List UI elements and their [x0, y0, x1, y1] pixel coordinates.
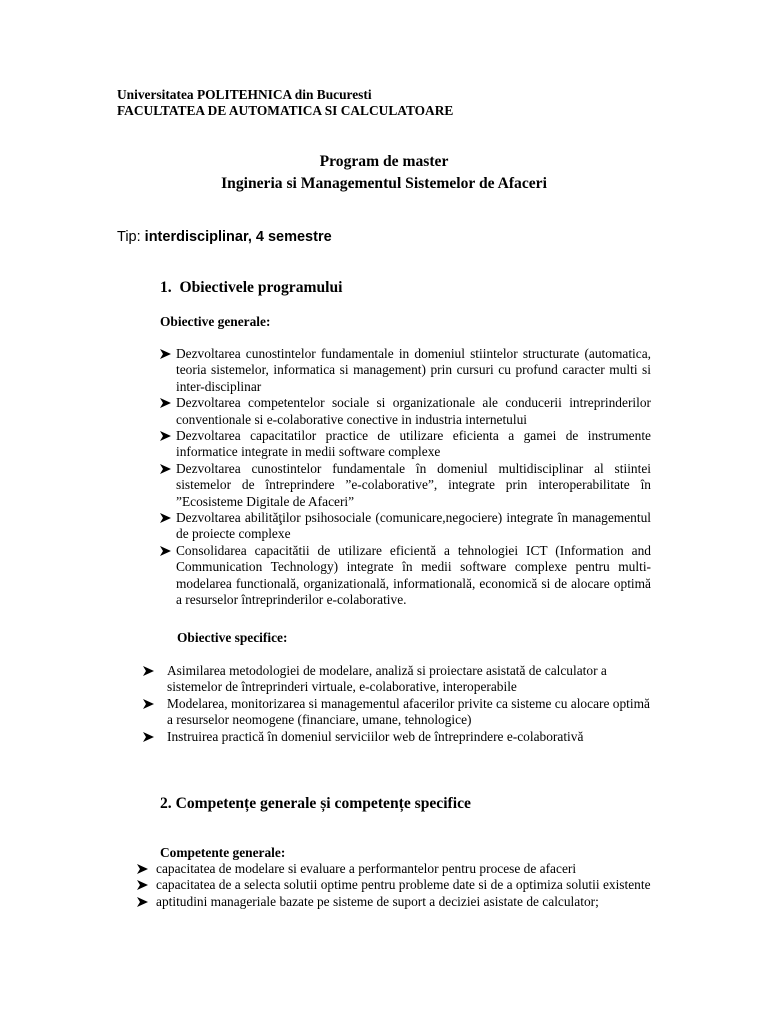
list-item: aptitudini manageriale bazate pe sisteme de suport a deciziei asistate de calculator;	[137, 894, 655, 910]
arrowhead-bullet-icon	[160, 543, 172, 559]
type-label: Tip:	[117, 229, 141, 245]
program-name: Ingineria si Managementul Sistemelor de Afaceri	[221, 175, 547, 192]
arrowhead-bullet-icon	[160, 461, 172, 477]
general-competences-list	[137, 861, 655, 910]
arrowhead-bullet-icon	[160, 428, 172, 444]
arrowhead-bullet-icon	[137, 894, 149, 910]
arrowhead-bullet-icon	[137, 877, 149, 893]
university-name: Universitatea POLITEHNICA din Bucuresti	[117, 87, 372, 102]
general-objectives-list	[160, 346, 651, 609]
program-type	[117, 229, 332, 245]
section-2-heading	[160, 796, 471, 812]
arrowhead-bullet-icon	[160, 346, 172, 362]
section-1-number: 1.	[160, 279, 172, 296]
specific-objectives-list	[143, 663, 653, 745]
arrowhead-bullet-icon	[160, 510, 172, 526]
section-2-number: 2.	[160, 795, 172, 812]
list-item: Consolidarea capacitătii de utilizare eficientă a tehnologiei ICT (Information and Communication Technology) integrate în medii software complexe pentru multi-modelarea functională, organizatională, informatională, economică si de alocare optimă a resurselor întreprinderilor e-colaborative.	[160, 543, 651, 609]
arrowhead-bullet-icon	[137, 861, 149, 877]
specific-objectives-heading: Obiective specifice:	[177, 630, 288, 645]
type-value: interdisciplinar, 4 semestre	[144, 229, 332, 245]
list-item: Dezvoltarea abilităţilor psihosociale (comunicare,negociere) integrate în managementul de proiecte complexe	[160, 510, 651, 543]
arrowhead-bullet-icon	[143, 696, 155, 712]
list-item: capacitatea de modelare si evaluare a performantelor pentru procese de afaceri	[137, 861, 655, 877]
section-1-heading	[160, 280, 343, 296]
general-objectives-heading: Obiective generale:	[160, 314, 271, 329]
arrowhead-bullet-icon	[143, 663, 155, 679]
list-item: Asimilarea metodologiei de modelare, analiză si proiectare asistată de calculator a sistemelor de întreprinderi virtuale, e-colaborative, interoperabile	[143, 663, 653, 696]
section-2-title: Competențe generale și competențe specifice	[175, 795, 471, 812]
list-item: Dezvoltarea capacitatilor practice de utilizare eficienta a gamei de instrumente informatice integrate in medii software complexe	[160, 428, 651, 461]
section-1-title: Obiectivele programului	[179, 279, 343, 296]
general-competences-heading: Competente generale:	[160, 845, 286, 860]
list-item: Modelarea, monitorizarea si managementul afacerilor privite ca sisteme cu alocare optimă a resurselor neomogene (financiare, umane, tehnologice)	[143, 696, 653, 729]
list-item: Instruirea practică în domeniul serviciilor web de întreprindere e-colaborativă	[143, 729, 653, 745]
list-item: Dezvoltarea competentelor sociale si organizationale ale conducerii intreprinderilor conventionale si e-colaborative conective in industria internetului	[160, 395, 651, 428]
arrowhead-bullet-icon	[160, 395, 172, 411]
list-item: Dezvoltarea cunostintelor fundamentale in domeniul stiintelor structurate (automatica, teoria sistemelor, informatica si management) prin cursuri cu profund caracter multi si inter-disciplinar	[160, 346, 651, 395]
list-item: capacitatea de a selecta solutii optime pentru probleme date si de a optimiza solutii existente	[137, 877, 655, 893]
list-item: Dezvoltarea cunostintelor fundamentale în domeniul multidisciplinar al stiintei sistemelor de întreprindere ”e-colaborative”, integrate prin interoperabilitate în ”Ecosisteme Digitale de Afaceri”	[160, 461, 651, 510]
program-title: Program de master	[319, 153, 449, 170]
arrowhead-bullet-icon	[143, 729, 155, 745]
faculty-name: FACULTATEA DE AUTOMATICA SI CALCULATOARE	[117, 103, 454, 118]
